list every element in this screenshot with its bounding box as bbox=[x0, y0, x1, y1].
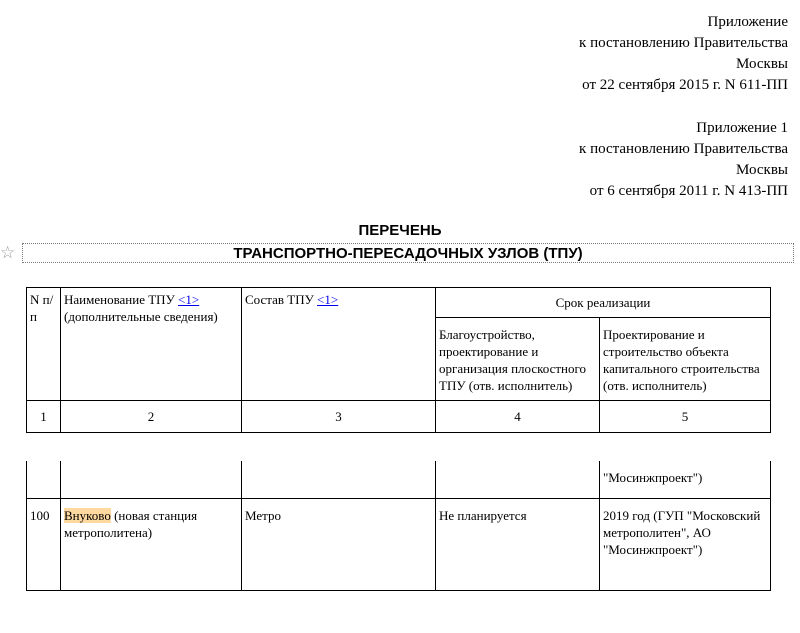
tpu-table-body bbox=[26, 461, 771, 591]
appendix-1-header bbox=[579, 118, 788, 202]
header-cell-deadline: Срок реализации bbox=[436, 288, 771, 318]
highlighted-text: Внуково bbox=[64, 508, 111, 523]
column-number: 4 bbox=[436, 401, 600, 433]
appendix-header bbox=[579, 12, 788, 96]
row-construction: 2019 год (ГУП "Московский метрополитен", АО "Мосинжпроект") bbox=[600, 499, 771, 591]
header-cell-improvement: Благоустройство, проектирование и организация плоскостного ТПУ (отв. исполнитель) bbox=[436, 318, 600, 401]
row-name-rest: (новая станция метрополитена) bbox=[64, 508, 198, 540]
header-line: Москвы bbox=[736, 56, 788, 72]
row-composition: Метро bbox=[242, 499, 436, 591]
header-text-extra: (дополнительные сведения) bbox=[64, 309, 218, 324]
header-cell-composition bbox=[242, 288, 436, 401]
table-cell: "Мосинжпроект") bbox=[600, 461, 771, 499]
table-row bbox=[27, 461, 771, 499]
tpu-table-header bbox=[26, 287, 771, 433]
table-cell bbox=[436, 461, 600, 499]
column-number: 2 bbox=[61, 401, 242, 433]
row-improvement: Не планируется bbox=[436, 499, 600, 591]
document-title: ПЕРЕЧЕНЬ bbox=[358, 222, 442, 239]
header-text: Состав ТПУ bbox=[245, 292, 314, 307]
header-line: от 22 сентября 2015 г. N 611-ПП bbox=[582, 77, 788, 93]
header-line: Приложение bbox=[707, 14, 788, 30]
document-subtitle: ТРАНСПОРТНО-ПЕРЕСАДОЧНЫХ УЗЛОВ (ТПУ) bbox=[233, 245, 583, 262]
column-number: 1 bbox=[27, 401, 61, 433]
header-line: от 6 сентября 2011 г. N 413-ПП bbox=[589, 183, 788, 199]
header-cell-construction: Проектирование и строительство объекта капитального строительства (отв. исполнитель) bbox=[600, 318, 771, 401]
footnote-link[interactable]: <1> bbox=[317, 292, 339, 307]
header-cell-name bbox=[61, 288, 242, 401]
star-icon[interactable]: ☆ bbox=[0, 243, 16, 263]
column-number: 5 bbox=[600, 401, 771, 433]
table-cell bbox=[27, 461, 61, 499]
header-line: к постановлению Правительства bbox=[579, 141, 788, 157]
column-number: 3 bbox=[242, 401, 436, 433]
row-number: 100 bbox=[27, 499, 61, 591]
header-cell-number: N п/п bbox=[27, 288, 61, 401]
table-cell bbox=[242, 461, 436, 499]
header-line: Приложение 1 bbox=[696, 120, 788, 136]
header-line: Москвы bbox=[736, 162, 788, 178]
table-row bbox=[27, 499, 771, 591]
header-text: Наименование ТПУ bbox=[64, 292, 175, 307]
row-name bbox=[61, 499, 242, 591]
table-cell bbox=[61, 461, 242, 499]
header-line: к постановлению Правительства bbox=[579, 35, 788, 51]
footnote-link[interactable]: <1> bbox=[178, 292, 200, 307]
